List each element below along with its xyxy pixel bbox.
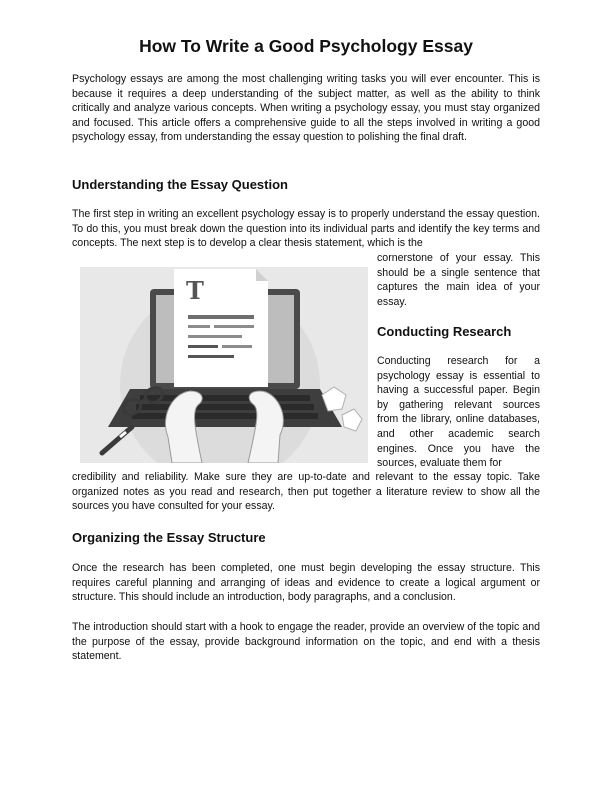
page-title: How To Write a Good Psychology Essay xyxy=(139,36,473,56)
organizing-paragraph-2: The introduction should start with a hook to engage the reader, provide an overview of the topic and the purpose of the essay, provide background information on the topic, and end with a thesis statement. xyxy=(72,621,540,663)
document-sheet-icon xyxy=(174,269,268,387)
section-heading-organizing: Organizing the Essay Structure xyxy=(72,530,266,545)
understanding-side-paragraph: cornerstone of your essay. This should be a single sentence that captures the main idea of your essay. xyxy=(377,252,540,308)
research-paragraph: credibility and reliability. Make sure they are up-to-date and relevant to the essay topic. Take organized notes as you read and research, then put together a literature review to show all the sources you have consulted for your essay. xyxy=(72,471,540,513)
research-side-paragraph: Conducting research for a psychology essay is essential to having a successful paper. Begin by gathering relevant sources from the library, online databases, and other academic search engines. Once you have the sources, evaluate them for xyxy=(377,355,540,470)
document-letter: T xyxy=(186,276,204,305)
organizing-paragraph-1: Once the research has been completed, one must begin developing the essay structure. This requires careful planning and arranging of ideas and evidence to create a logical argument or structure. This should include an introduction, body paragraphs, and a conclusion. xyxy=(72,562,540,604)
laptop-illustration-graphic xyxy=(80,267,368,463)
laptop-essay-illustration xyxy=(80,267,368,463)
section-heading-understanding: Understanding the Essay Question xyxy=(72,177,288,192)
understanding-paragraph: The first step in writing an excellent psychology essay is to properly understand the essay question. To do this, you must break down the question into its individual parts and identify the key terms and concepts. The next step is to develop a clear thesis statement, which is the xyxy=(72,208,540,250)
intro-paragraph: Psychology essays are among the most challenging writing tasks you will ever encounter. This is because it requires a deep understanding of the subject matter, as well as the ability to think critically and analyze various concepts. When writing a psychology essay, you must stay organized and focused. This article offers a comprehensive guide to all the steps involved in writing a good psychology essay, from understanding the essay question to polishing the final draft. xyxy=(72,73,540,144)
section-heading-research: Conducting Research xyxy=(377,324,512,339)
